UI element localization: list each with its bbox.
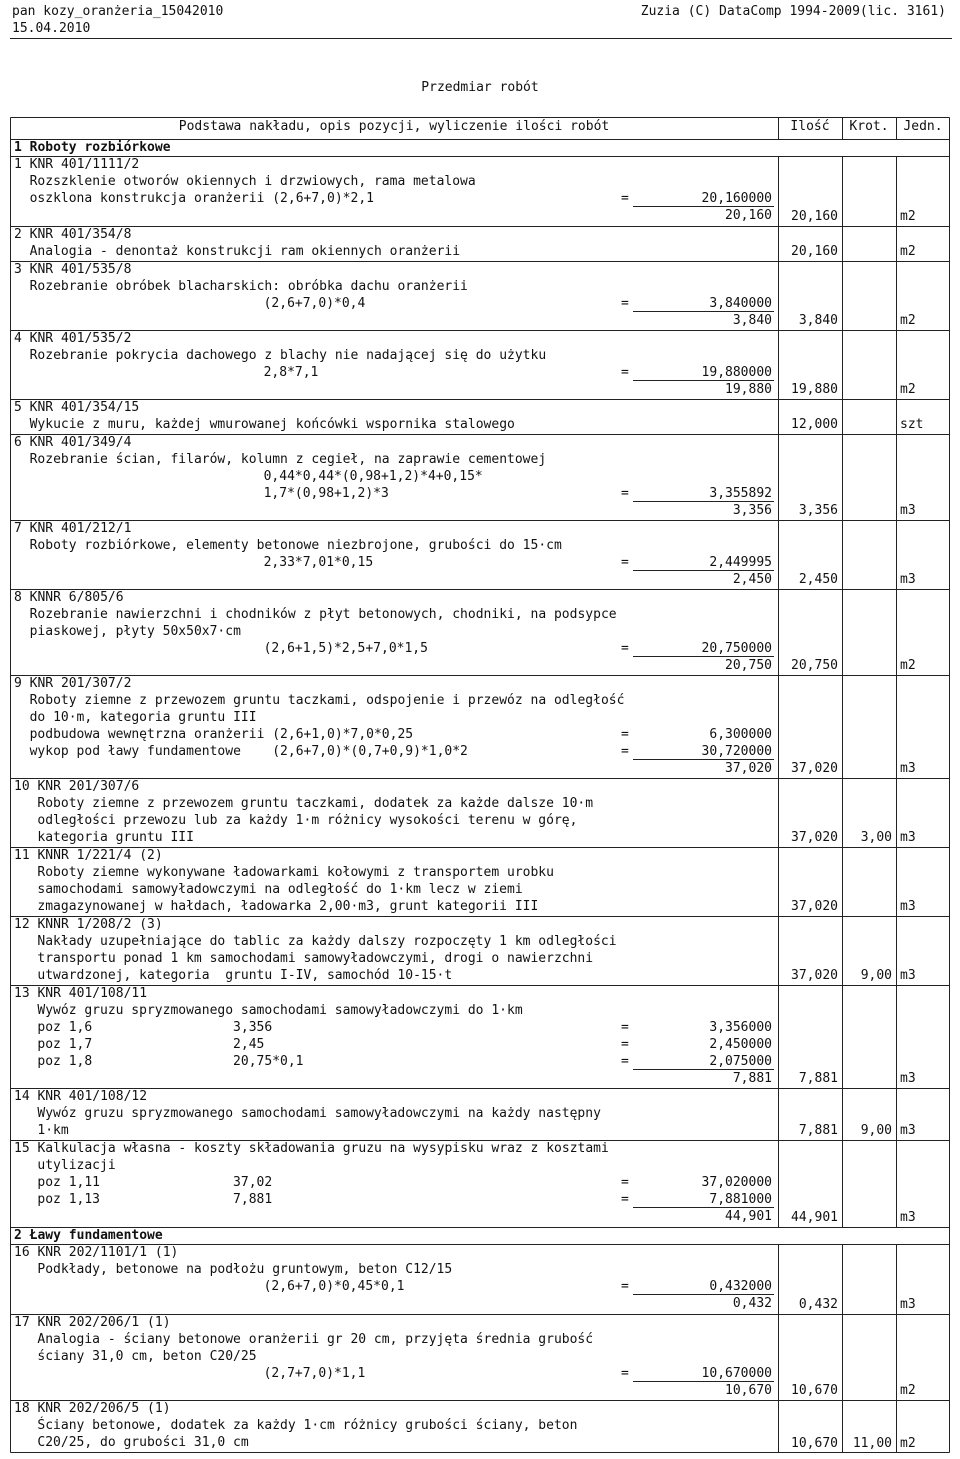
quantity-cell: 10,670 [791,1383,838,1398]
item-text: Analogia - denontaż konstrukcji ram okiennych oranżerii [29,244,461,259]
subtotal-value: 10,670 [725,1383,772,1398]
item-text: Roboty ziemne z przewozem gruntu taczkami, dodatek za każde dalsze 10·m [37,796,594,811]
item-text: Wykucie z muru, każdej wmurowanej końcówki wspornika stalowego [29,417,515,432]
document-title: Przedmiar robót [421,80,539,95]
column-header-multiplier: Krot. [849,119,889,134]
quantity-cell: 44,901 [791,1210,838,1225]
computed-value: 7,881000 [709,1192,772,1207]
item-code: 4 KNR 401/535/2 [14,331,132,346]
item-text: Ściany betonowe, dodatek za każdy 1·cm różnicy grubości ściany, beton [37,1418,578,1433]
quantity-cell: 7,881 [798,1071,838,1086]
subtotal-value: 0,432 [732,1296,772,1311]
item-text: Rozebranie pokrycia dachowego z blachy nie nadającej się do użytku [29,348,547,363]
subtotal-value: 20,160 [725,208,772,223]
item-text: Wywóz gruzu spryzmowanego samochodami samowyładowczymi do 1·km [37,1003,523,1018]
equals-sign: = [621,727,629,742]
unit-cell: m2 [900,313,916,328]
item-text: podbudowa wewnętrzna oranżerii (2,6+1,0)*7,0*0,25 [29,727,414,742]
computed-value: 2,450000 [709,1037,772,1052]
quantity-cell: 37,020 [791,899,838,914]
multiplier-cell: 9,00 [860,1123,892,1138]
quantity-cell: 20,750 [791,658,838,673]
item-code: 13 KNR 401/108/11 [14,986,148,1001]
computed-value: 2,075000 [709,1054,772,1069]
equals-sign: = [621,1175,629,1190]
column-header-unit: Jedn. [903,119,943,134]
item-text: transportu ponad 1 km samochodami samowyładowczymi, drogi o nawierzchni [37,951,594,966]
unit-cell: m2 [900,1383,916,1398]
section-heading: 1 Roboty rozbiórkowe [14,140,171,155]
item-text: 1,7*(0,98+1,2)*3 [263,486,389,501]
computed-value: 37,020000 [701,1175,772,1190]
equals-sign: = [621,1020,629,1035]
unit-cell: m2 [900,382,916,397]
item-text: Rozebranie nawierzchni i chodników z płyt betonowych, chodniki, na podsypce [29,607,617,622]
item-code: 6 KNR 401/349/4 [14,435,132,450]
equals-sign: = [621,1054,629,1069]
item-text: Analogia - ściany betonowe oranżerii gr 20 cm, przyjęta średnia grubość [37,1332,594,1347]
subtotal-value: 2,450 [732,572,772,587]
quantity-cell: 7,881 [798,1123,838,1138]
item-text: Wywóz gruzu spryzmowanego samochodami samowyładowczymi na każdy następny [37,1106,601,1121]
unit-cell: m3 [900,899,916,914]
unit-cell: m3 [900,572,916,587]
computed-value: 0,432000 [709,1279,772,1294]
item-text: Roboty ziemne z przewozem gruntu taczkami, odspojenie i przewóz na odległość [29,693,625,708]
item-code: 2 KNR 401/354/8 [14,227,132,242]
item-code: 12 KNNR 1/208/2 (3) [14,917,163,932]
column-header-description: Podstawa nakładu, opis pozycji, wyliczenie ilości robót [178,119,610,134]
item-text: kategoria gruntu III [37,830,194,845]
item-text: Rozebranie obróbek blacharskich: obróbka dachu oranżerii [29,279,468,294]
item-text: 0,44*0,44*(0,98+1,2)*4+0,15* [263,469,483,484]
computed-value: 30,720000 [701,744,772,759]
item-code: 3 KNR 401/535/8 [14,262,132,277]
item-text: 2,8*7,1 [263,365,319,380]
item-text: utylizacji [37,1158,116,1173]
equals-sign: = [621,1192,629,1207]
item-code: 5 KNR 401/354/15 [14,400,140,415]
document-name: pan kozy_oranżeria_15042010 [12,4,224,19]
unit-cell: m3 [900,761,916,776]
item-text: Rozebranie ścian, filarów, kolumn z cegieł, na zaprawie cementowej [29,452,547,467]
computed-value: 19,880000 [701,365,772,380]
equals-sign: = [621,1279,629,1294]
quantity-cell: 0,432 [798,1297,838,1312]
equals-sign: = [621,191,629,206]
multiplier-cell: 9,00 [860,968,892,983]
subtotal-value: 3,356 [732,503,772,518]
item-text: Podkłady, betonowe na podłożu gruntowym, beton C12/15 [37,1262,453,1277]
item-code: 1 KNR 401/1111/2 [14,157,140,172]
subtotal-value: 37,020 [725,761,772,776]
equals-sign: = [621,1366,629,1381]
quantity-cell: 37,020 [791,830,838,845]
subtotal-value: 20,750 [725,658,772,673]
quantity-cell: 10,670 [791,1436,838,1451]
quantity-cell: 12,000 [791,417,838,432]
equals-sign: = [621,365,629,380]
computed-value: 3,355892 [709,486,772,501]
quantity-cell: 37,020 [791,761,838,776]
multiplier-cell: 11,00 [852,1436,892,1451]
quantity-cell: 20,160 [791,209,838,224]
item-code: 17 KNR 202/206/1 (1) [14,1315,171,1330]
item-text: Roboty ziemne wykonywane ładowarkami kołowymi z transportem urobku [37,865,554,880]
quantity-cell: 3,840 [798,313,838,328]
item-code: 18 KNR 202/206/5 (1) [14,1401,171,1416]
item-text: 2,33*7,01*0,15 [263,555,374,570]
unit-cell: m3 [900,1071,916,1086]
item-text: Nakłady uzupełniające do tablic za każdy dalszy rozpoczęty 1 km odległości [37,934,617,949]
computed-value: 6,300000 [709,727,772,742]
computed-value: 10,670000 [701,1366,772,1381]
subtotal-value: 3,840 [732,313,772,328]
item-text: (2,6+1,5)*2,5+7,0*1,5 [263,641,428,656]
equals-sign: = [621,486,629,501]
computed-value: 3,840000 [709,296,772,311]
unit-cell: m3 [900,1297,916,1312]
item-code: 7 KNR 401/212/1 [14,521,132,536]
unit-cell: m3 [900,968,916,983]
item-code: 16 KNR 202/1101/1 (1) [14,1245,179,1260]
item-text: ściany 31,0 cm, beton C20/25 [37,1349,257,1364]
item-text: C20/25, do grubości 31,0 cm [37,1435,249,1450]
equals-sign: = [621,641,629,656]
item-text: (2,6+7,0)*0,45*0,1 [263,1279,405,1294]
subtotal-value: 7,881 [732,1071,772,1086]
item-code: 10 KNR 201/307/6 [14,779,140,794]
multiplier-cell: 3,00 [860,830,892,845]
item-text: (2,7+7,0)*1,1 [263,1366,366,1381]
document-date: 15.04.2010 [12,21,91,36]
unit-cell: m3 [900,503,916,518]
quantity-cell: 19,880 [791,382,838,397]
computed-value: 3,356000 [709,1020,772,1035]
item-code: 15 Kalkulacja własna - koszty składowania gruzu na wysypisku wraz z kosztami [14,1141,609,1156]
item-text: wykop pod ławy fundamentowe (2,6+7,0)*(0,7+0,9)*1,0*2 [29,744,468,759]
item-text: poz 1,7 2,45 [37,1037,265,1052]
column-header-quantity: Ilość [790,119,830,134]
computed-value: 2,449995 [709,555,772,570]
item-text: (2,6+7,0)*0,4 [263,296,366,311]
item-text: oszklona konstrukcja oranżerii (2,6+7,0)*2,1 [29,191,374,206]
item-code: 8 KNNR 6/805/6 [14,590,124,605]
item-text: poz 1,13 7,881 [37,1192,273,1207]
subtotal-value: 19,880 [725,382,772,397]
item-code: 14 KNR 401/108/12 [14,1089,148,1104]
quantity-cell: 37,020 [791,968,838,983]
unit-cell: m3 [900,1210,916,1225]
item-text: 1·km [37,1123,69,1138]
quantity-cell: 3,356 [798,503,838,518]
unit-cell: m3 [900,1123,916,1138]
section-heading: 2 Ławy fundamentowe [14,1228,163,1243]
equals-sign: = [621,744,629,759]
item-text: Roboty rozbiórkowe, elementy betonowe niezbrojone, grubości do 15·cm [29,538,562,553]
item-text: zmagazynowanej w hałdach, ładowarka 2,00·m3, grunt kategorii III [37,899,539,914]
item-text: poz 1,11 37,02 [37,1175,273,1190]
quantity-cell: 20,160 [791,244,838,259]
equals-sign: = [621,1037,629,1052]
equals-sign: = [621,296,629,311]
item-code: 11 KNNR 1/221/4 (2) [14,848,163,863]
subtotal-value: 44,901 [725,1209,772,1224]
computed-value: 20,750000 [701,641,772,656]
item-text: piaskowej, płyty 50x50x7·cm [29,624,241,639]
software-credit: Zuzia (C) DataComp 1994-2009(lic. 3161) [640,4,946,19]
unit-cell: m3 [900,830,916,845]
item-text: odległości przewozu lub za każdy 1·m różnicy wysokości terenu w górę, [37,813,578,828]
document-header-left [12,3,223,37]
unit-cell: m2 [900,209,916,224]
header-divider [10,38,952,39]
item-text: poz 1,8 20,75*0,1 [37,1054,304,1069]
quantity-cell: 2,450 [798,572,838,587]
item-text: samochodami samowyładowczymi na odległość do 1·km lecz w ziemi [37,882,523,897]
unit-cell: m2 [900,244,916,259]
unit-cell: m2 [900,658,916,673]
bill-of-quantities-table [10,117,950,1453]
equals-sign: = [621,555,629,570]
item-text: utwardzonej, kategoria gruntu I-IV, samochód 10-15·t [37,968,453,983]
item-code: 9 KNR 201/307/2 [14,676,132,691]
item-text: do 10·m, kategoria gruntu III [29,710,257,725]
computed-value: 20,160000 [701,191,772,206]
item-text: poz 1,6 3,356 [37,1020,273,1035]
item-text: Rozszklenie otworów okiennych i drzwiowych, rama metalowa [29,174,476,189]
unit-cell: szt [900,417,924,432]
unit-cell: m2 [900,1436,916,1451]
